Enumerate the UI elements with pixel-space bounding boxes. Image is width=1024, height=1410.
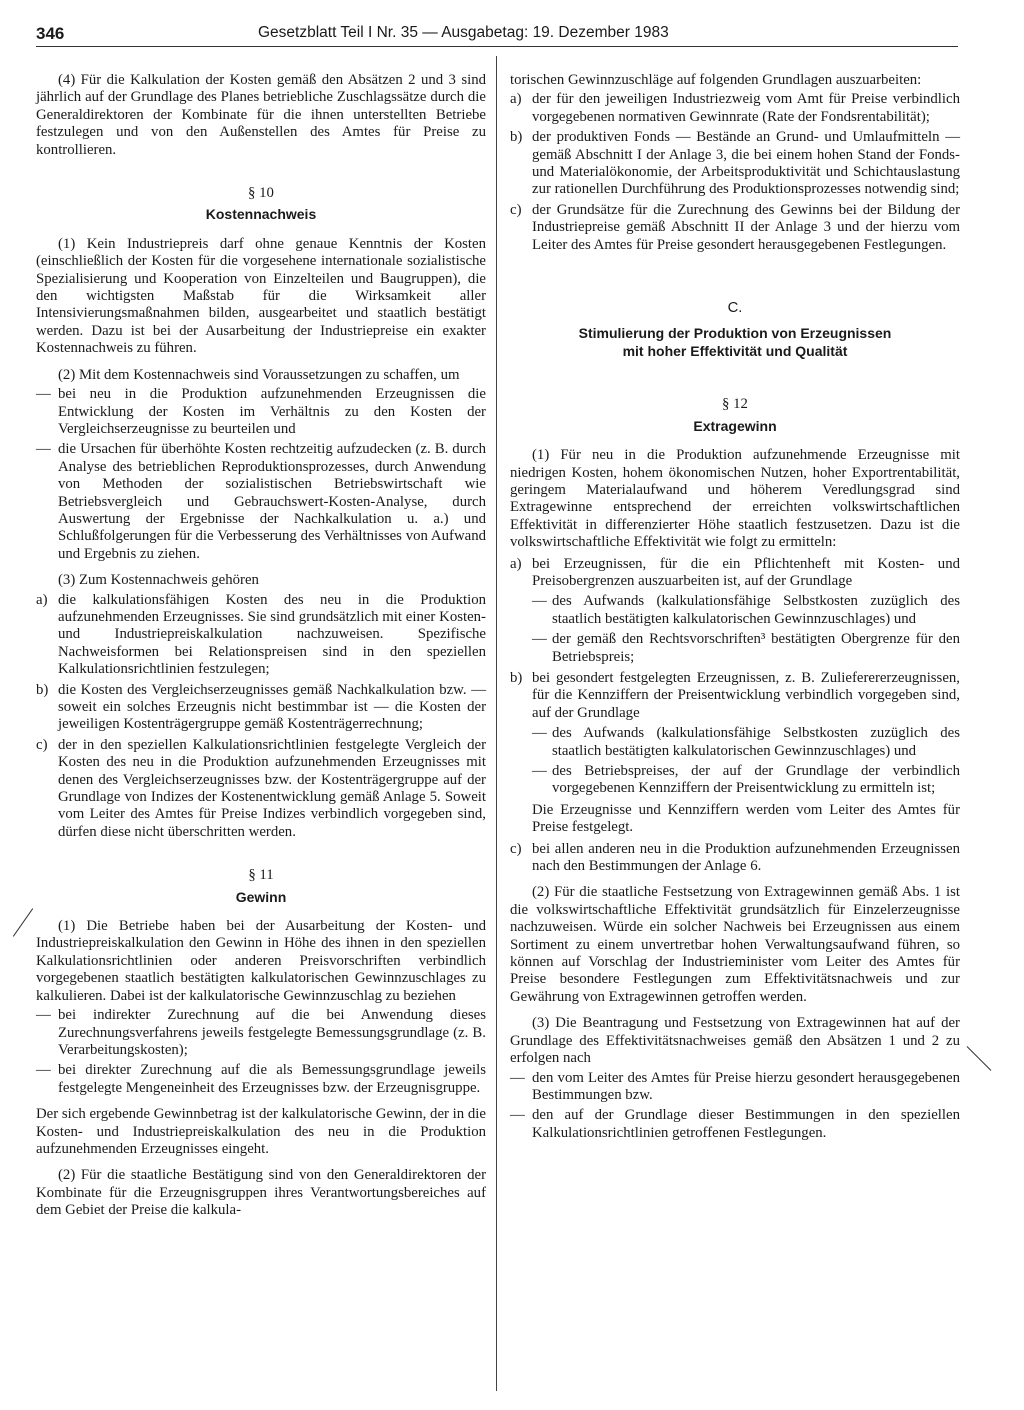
section-number: § 12 [722,396,748,413]
list-marker: c) [36,736,48,753]
list-text: die Kosten des Vergleichserzeugnisses gemäß Nachkalkulation bzw. — soweit ein solches Erzeugnis nicht bestimmbar ist — die Kosten der jeweiligen Kostenträgergruppe gemäß Kostenträgerrechnung; [58,681,486,733]
list-marker: b) [510,129,523,146]
list-text: bei direkter Zurechnung auf die als Bemessungsgrundlage jeweils festgelegte Mengeneinheit des Erzeugnisses bzw. der Erzeugnisgruppe. [58,1062,486,1096]
list-marker: c) [510,840,522,857]
paragraph: Der sich ergebende Gewinnbetrag ist der kalkulatorische Gewinn, der in die Kosten- und Industriepreiskalkulation des neu in die Produktion aufzunehmenden Erzeugnisses eingeht. [36,1106,486,1157]
section-title: Gewinn [235,888,287,905]
list-marker: c) [510,201,522,218]
list-text: bei gesondert festgelegten Erzeugnissen, z. B. Zulieferererzeugnissen, für die Kennziffern der Preisentwicklung verbindlich vorgegeben sind, auf der Grundlage [532,669,960,721]
list-marker: a) [510,91,522,108]
paragraph: (4) Für die Kalkulation der Kosten gemäß den Absätzen 2 und 3 sind jährlich auf der Grundlage des Planes betriebliche Zuschlagssätze durch die Generaldirektoren der Kombinate für die ihnen unterstellten Betriebe festzulegen und von den Außenstellen des Amtes für Preise zu kontrollieren. [36,72,486,158]
list-item [510,670,960,722]
right-column [510,72,960,1151]
list-text: der für den jeweiligen Industriezweig vom Amt für Preise verbindlich vorgegebenen normativen Gewinnrate (Rate der Fondsrentabilität); [532,91,960,125]
list-marker: b) [510,669,523,686]
column-divider [496,56,497,1391]
list-text: der in den speziellen Kalkulationsrichtlinien festgelegte Vergleich der Kosten des neu in die Produktion aufzunehmenden Erzeugnisses mit denen des Vergleichserzeugnisses bzw. der Kostenträgergruppe auf der Grundlage von Indizes der Kostenentwicklung gemäß Anlage 5. Soweit vom Leiter des Amtes für Preise Indizes verbindlich vorgegeben sind, dürfen diese nicht überschritten werden. [58,736,486,840]
list-item [36,737,486,841]
margin-mark [967,1046,992,1071]
list-item [36,1062,486,1097]
paragraph: (2) Für die staatliche Festsetzung von Extragewinnen gemäß Abs. 1 ist die volkswirtschaftliche Effektivität grundsätzlich für Einzelerzeugnisse nachzuweisen. Würde ein solcher Nachweis bei Erzeugnissen aus einem Sortiment zu einem unvertretbar hohen Verwaltungsaufwand führen, so können auf Vorschlag der Industrieminister vom Leiter des Amtes für Preise besondere Festlegungen zum Effektivitätsnachweis und zur Gewährung von Extragewinnen getroffen werden. [510,884,960,1005]
list-text: die kalkulationsfähigen Kosten des neu in die Produktion aufzunehmenden Erzeugnisses. Sie sind grundsätzlich mit einer Kosten- und Industriepreiskalkulation nachzuweisen. Spezifische Nachweisformen bei Relationspreisen sind in den speziellen Kalkulationsrichtlinien festzulegen; [58,591,486,678]
list-item [532,593,960,628]
list-text: bei neu in die Produktion aufzunehmenden Erzeugnissen die Entwicklung der Kosten im Verhältnis zu den Kosten der Vergleichserzeugnisse zu beurteilen und [58,386,486,437]
list-item [510,1070,960,1105]
list-item [36,441,486,563]
paragraph: (3) Die Beantragung und Festsetzung von Extragewinnen hat auf der Grundlage des Effektivitätsnachweises gemäß den Absätzen 1 und 2 zu erfolgen nach [510,1015,960,1067]
section-title: Kostennachweis [205,206,317,223]
list-item [510,556,960,591]
list-text: bei Erzeugnissen, für die ein Pflichtenheft mit Kosten- und Preisobergrenzen auszuarbeiten ist, auf der Grundlage [532,555,960,589]
list-marker: b) [36,681,49,698]
paragraph: (1) Die Betriebe haben bei der Ausarbeitung der Kosten- und Industriepreiskalkulation den Gewinn in Höhe des ihnen in den speziellen Kalkulationsrichtlinien oder anderen Preisvorschriften verbindlich vorgegebenen staatlich bestätigten kalkulatorischen Gewinnzuschlages zu kalkulieren. Dabei ist der kalkulatorische Gewinnzuschlag zu beziehen [36,918,486,1004]
list-text: der gemäß den Rechtsvorschriften³ bestätigten Obergrenze für den Betriebspreis; [552,631,960,665]
list-marker: — [532,593,547,610]
dash-list [36,1007,486,1097]
list-item [532,763,960,798]
list-marker: — [510,1069,525,1086]
list-item [532,725,960,760]
list-marker: — [532,725,547,742]
lettered-list [510,91,960,254]
list-text: die Ursachen für überhöhte Kosten rechtzeitig aufzudecken (z. B. durch Analyse des betrieblichen Reproduktionsprozesses, durch Anwendung von Methoden der sozialistischen Betriebswirtschaft wie Betriebsvergleich und Gebrauchswert-Kosten-Analyse, durch Auswertung der Ergebnisse der Nachkalkulation u. a.) und Schlußfolgerungen für die Verbesserung des Verhältnisses von Aufwand und Ergebnis zu ziehen. [58,441,486,562]
list-text: bei indirekter Zurechnung auf die bei Anwendung dieses Zurechnungsverfahrens jeweils festgelegte Bemessungsgrundlage (z. B. Verarbeitungskosten); [58,1007,486,1058]
list-text: des Betriebspreises, der auf der Grundlage der verbindlich vorgegebenen Kennziffern der Preisentwicklung zu ermitteln ist; [552,763,960,797]
dash-list [510,1070,960,1143]
dash-list [36,386,486,563]
list-item [36,682,486,734]
list-text: den auf der Grundlage dieser Bestimmungen in den speziellen Kalkulationsrichtlinien getroffenen Festlegungen. [532,1107,960,1141]
paragraph: (3) Zum Kostennachweis gehören [58,572,259,589]
list-text: der produktiven Fonds — Bestände an Grund- und Umlaufmitteln — gemäß Abschnitt I der Anlage 3, die bei einem hohen Stand der Fonds- und Materialökonomie, der Arbeitsproduktivität und Schichtauslastung zur rationellen Durchführung des Produktionsprozesses notwendig sind; [532,129,960,198]
list-item [36,592,486,679]
list-item [510,841,960,876]
paragraph: (1) Für neu in die Produktion aufzunehmende Erzeugnisse mit niedrigen Kosten, hohem ökonomischen Nutzen, hoher Exportrentabilität, geringem Materialaufwand und höherem Veredlungsgrad sind Extragewinne entsprechend der erreichten volkswirtschaftlichen Effektivität in differenzierter Höhe staatlich festzusetzen. Dazu ist die volkswirtschaftliche Effektivität wie folgt zu ermitteln: [510,447,960,551]
dash-list [532,593,960,666]
list-marker: — [532,631,547,648]
left-column [36,72,486,1229]
page-header [36,20,958,47]
section-number: § 11 [248,867,274,884]
list-item [36,1007,486,1059]
list-text: des Aufwands (kalkulationsfähige Selbstkosten zuzüglich des staatlich bestätigten kalkulatorischen Gewinnzuschlages) und [552,725,960,759]
paragraph: (2) Mit dem Kostennachweis sind Voraussetzungen zu schaffen, um [58,366,460,383]
list-marker: — [36,441,51,458]
page-number: 346 [36,24,65,43]
lettered-list [36,592,486,842]
section-title: Extragewinn [693,417,777,434]
list-marker: — [510,1107,525,1124]
paragraph: (2) Für die staatliche Bestätigung sind von den Generaldirektoren der Kombinate für die Erzeugnisgruppen ihres Verantwortungsbereiches auf dem Gebiet der Preise die kalkula- [36,1167,486,1219]
list-marker: — [36,1007,51,1024]
list-marker: a) [510,555,522,572]
dash-list [532,725,960,798]
list-item [510,1107,960,1142]
paragraph: torischen Gewinnzuschläge auf folgenden Grundlagen auszuarbeiten: [510,72,922,88]
list-text: bei allen anderen neu in die Produktion aufzunehmenden Erzeugnissen nach den Bestimmungen der Anlage 6. [532,840,960,875]
list-item [510,202,960,254]
list-marker: — [36,386,51,403]
list-marker: a) [36,591,48,608]
part-heading: C. [727,300,743,317]
paragraph: Die Erzeugnisse und Kennziffern werden vom Leiter des Amtes für Preise festgelegt. [532,801,960,836]
list-item [510,91,960,126]
list-text: des Aufwands (kalkulationsfähige Selbstkosten zuzüglich des staatlich bestätigten kalkulatorischen Gewinnzuschlages) und [552,593,960,627]
list-item [36,386,486,438]
paragraph: (1) Kein Industriepreis darf ohne genaue Kenntnis der Kosten (einschließlich der Kosten für die vorgesehene internationale sozialistische Spezialisierung und Kooperation von Einzelteilen und Baugruppen), die den wichtigsten Maßstab für die Wirksamkeit aller Intensivierungsmaßnahmen bilden, ausgearbeitet und staatlich bestätigt werden. Dazu ist bei der Ausarbeitung der Industriepreise ein exakter Kostennachweis zu führen. [36,235,486,357]
list-marker: — [36,1062,51,1079]
section-number: § 10 [248,185,274,202]
part-title-line-2: mit hoher Effektivität und Qualität [622,342,848,359]
margin-mark [13,908,33,936]
list-item [510,129,960,199]
part-title-line-1: Stimulierung der Produktion von Erzeugnissen [578,325,892,342]
list-text: den vom Leiter des Amtes für Preise hierzu gesondert herausgegebenen Bestimmungen bzw. [532,1069,960,1103]
list-marker: — [532,763,547,779]
list-item [532,631,960,666]
running-title: Gesetzblatt Teil I Nr. 35 — Ausgabetag: 19. Dezember 1983 [258,24,669,41]
list-text: der Grundsätze für die Zurechnung des Gewinns bei der Bildung der Industriepreise gemäß Abschnitt II der Anlage 3 und der hierzu vom Leiter des Amtes für Preise gesondert herausgegebenen Festlegungen. [532,201,960,253]
